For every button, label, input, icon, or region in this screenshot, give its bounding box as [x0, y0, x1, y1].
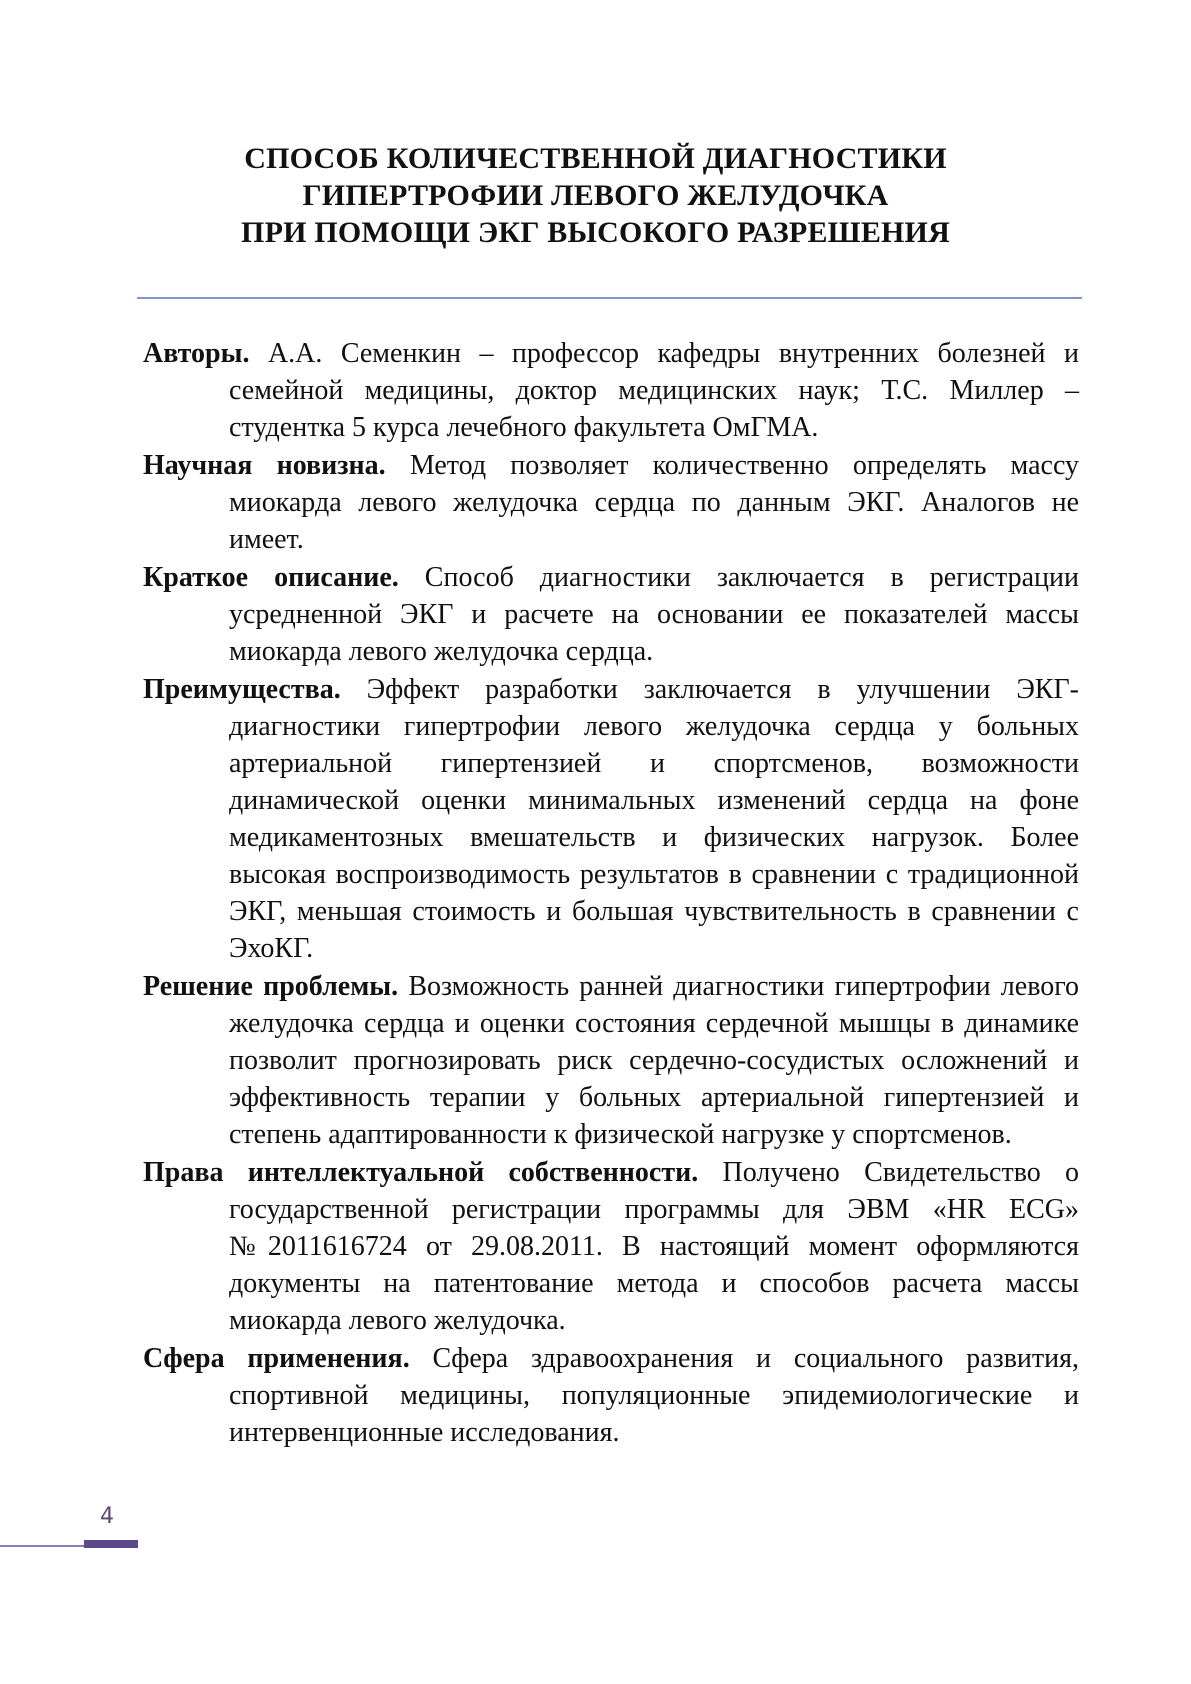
page-number: 4 [100, 1504, 114, 1529]
title-line-2: ГИПЕРТРОФИИ ЛЕВОГО ЖЕЛУДОЧКА [302, 179, 889, 212]
section-text: Сфера здравоохранения и социального развития, спортивной медицины, популяционные эпидемиологические и интервенционные исследования. [229, 1343, 1080, 1448]
section-problem-solution [143, 968, 1079, 1153]
section-text: Метод позволяет количественно определять массу миокарда левого желудочка сердца по данным ЭКГ. Аналогов не имеет. [229, 450, 1079, 555]
section-label: Научная новизна. [143, 450, 386, 481]
section-text: Способ диагностики заключается в регистрации усредненной ЭКГ и расчете на основании ее показателей массы миокарда левого желудочка сердца. [229, 562, 1080, 667]
section-authors [143, 335, 1079, 446]
section-label: Права интеллектуальной собственности. [143, 1157, 699, 1188]
section-label: Решение проблемы. [143, 971, 399, 1002]
section-text: Эффект разработки заключается в улучшении ЭКГ-диагностики гипертрофии левого желудочка сердца у больных артериальной гипертензией и спортсменов, возможности динамической оценки минимальных изменений сердца на фоне медикаментозных вмешательств и физических нагрузок. Более высокая воспроизводимость результатов в сравнении с традиционной ЭКГ, меньшая стоимость и большая чувствительность в сравнении с ЭхоКГ. [229, 674, 1079, 964]
section-advantages [143, 671, 1079, 967]
footer-rule [0, 1545, 85, 1547]
document-title [0, 140, 1191, 251]
section-label: Краткое описание. [143, 562, 399, 593]
section-text: Получено Свидетельство о государственной регистрации программы для ЭВМ «HR ECG» №2011616724 от 29.08.2011. В настоящий момент оформляются документы на патентование метода и способов расчета массы миокарда левого желудочка. [229, 1157, 1079, 1336]
section-novelty [143, 447, 1079, 558]
section-text: А.А. Семенкин – профессор кафедры внутренних болезней и семейной медицины, доктор медицинских наук; Т.С. Миллер – студентка 5 курса лечебного факультета ОмГМА. [229, 338, 1079, 443]
title-line-1: СПОСОБ КОЛИЧЕСТВЕННОЙ ДИАГНОСТИКИ [244, 142, 947, 175]
title-line-3: ПРИ ПОМОЩИ ЭКГ ВЫСОКОГО РАЗРЕШЕНИЯ [241, 216, 950, 249]
section-text: Возможность ранней диагностики гипертрофии левого желудочка сердца и оценки состояния сердечной мышцы в динамике позволит прогнозировать риск сердечно-сосудистых осложнений и эффективность терапии у больных артериальной гипертензией и степень адаптированности к физической нагрузке у спортсменов. [229, 971, 1080, 1150]
section-label: Сфера применения. [143, 1343, 410, 1374]
section-label: Авторы. [143, 338, 250, 369]
footer-accent-bar [84, 1540, 138, 1548]
section-label: Преимущества. [143, 674, 341, 705]
sections-list [143, 335, 1079, 1452]
section-description [143, 559, 1079, 670]
section-ip-rights [143, 1154, 1079, 1339]
section-application [143, 1340, 1079, 1451]
title-divider [137, 297, 1082, 299]
